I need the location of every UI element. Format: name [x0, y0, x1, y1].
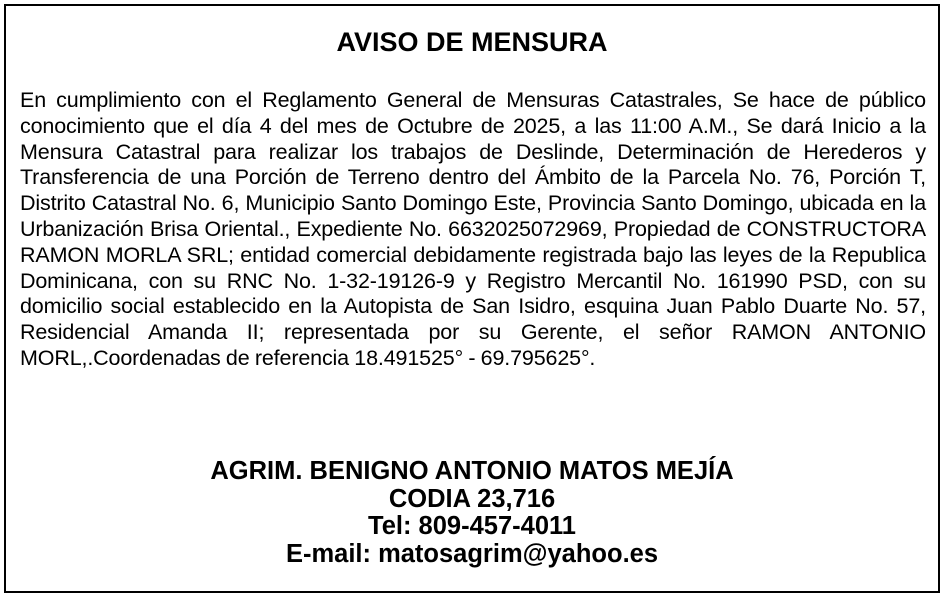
notice-title: AVISO DE MENSURA [336, 27, 608, 57]
notice-body: En cumplimiento con el Reglamento General de Mensuras Catastrales, Se hace de público conocimiento que el día 4 del mes de Octubre de 2025, a las 11:00 A.M., Se dará Inicio a la Mensura Catastral para realizar los trabajos de Deslinde, Determinación de Herederos y Transferencia de una Porción de Terreno dentro del Ámbito de la Parcela No. 76, Porción T, Distrito Catastral No. 6, Municipio Santo Domingo Este, Provincia Santo Domingo, ubicada en la Urbanización Brisa Oriental., Expediente No. 6632025072969, Propiedad de CONSTRUCTORA RAMON MORLA SRL; entidad comercial debidamente registrada bajo las leyes de la Republica Dominicana, con su RNC No. 1-32-19126-9 y Registro Mercantil No. 161990 PSD, con su domicilio social establecido en la Autopista de San Isidro, esquina Juan Pablo Duarte No. 57, Residencial Amanda II; representada por su Gerente, el señor RAMON ANTONIO MORL,.Coordenadas de referencia 18.491525° - 69.795625°. [20, 88, 926, 370]
signature-block [6, 458, 938, 568]
notice-frame [4, 4, 940, 593]
email-address: E-mail: matosagrim@yahoo.es [285, 539, 659, 568]
phone-number: Tel: 809-457-4011 [368, 512, 576, 540]
surveyor-name: AGRIM. BENIGNO ANTONIO MATOS MEJÍA [210, 457, 734, 485]
codia-number: CODIA 23,716 [388, 484, 556, 513]
